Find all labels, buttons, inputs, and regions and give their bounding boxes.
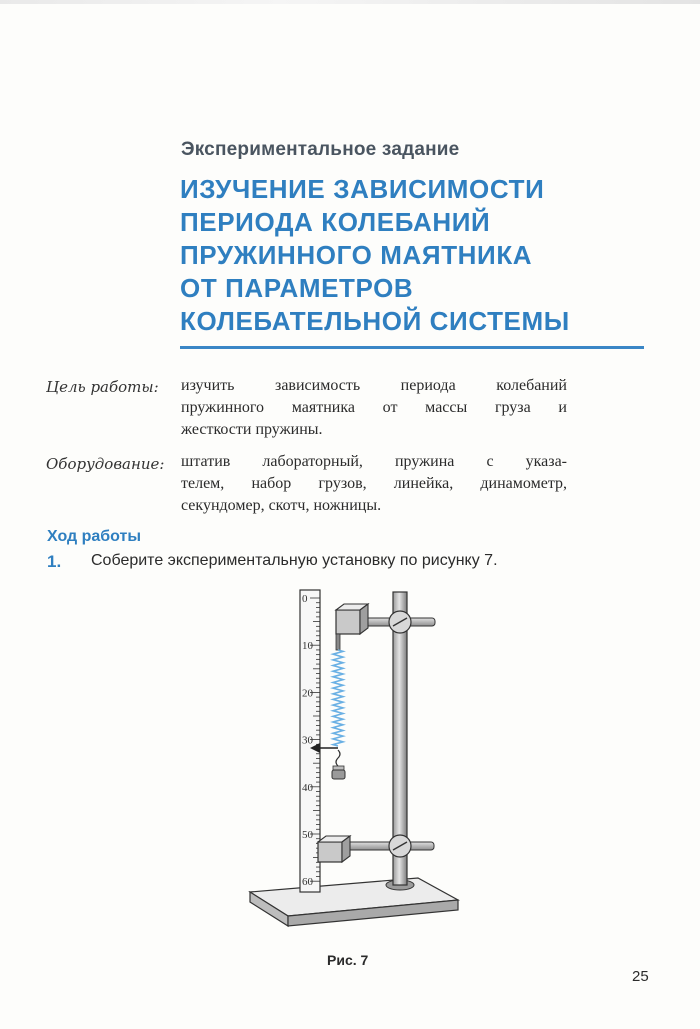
goal-label: Цель работы: xyxy=(46,378,159,396)
title-line: КОЛЕБАТЕЛЬНОЙ СИСТЕМЫ xyxy=(180,306,570,336)
title-line: ПРУЖИННОГО МАЯТНИКА xyxy=(180,240,533,270)
step-text: Соберите экспериментальную установку по рисунку 7. xyxy=(91,552,498,569)
title-line: ИЗУЧЕНИЕ ЗАВИСИМОСТИ xyxy=(180,174,545,204)
equipment-line: телем, набор грузов, линейка, динамометр, xyxy=(181,475,567,492)
procedure-heading: Ход работы xyxy=(47,528,142,545)
equipment-text xyxy=(181,451,567,517)
spring-pendulum-figure xyxy=(240,580,470,946)
stand-base xyxy=(250,878,458,926)
ruler-label: 40 xyxy=(302,781,313,794)
ruler-label: 60 xyxy=(302,876,313,889)
title-line: ПЕРИОДА КОЛЕБАНИЙ xyxy=(180,207,491,237)
lower-clamp xyxy=(318,835,434,862)
goal-line: жесткости пружины. xyxy=(181,421,323,438)
step-number: 1. xyxy=(47,552,62,571)
equipment-line: штатив лабораторный, пружина с указа- xyxy=(181,453,567,470)
page-number: 25 xyxy=(632,968,649,985)
page-title xyxy=(180,173,570,338)
goal-line: пружинного маятника от массы груза и xyxy=(181,399,567,416)
goal-text xyxy=(181,375,567,441)
spring-coil xyxy=(333,650,343,746)
ruler-label: 0 xyxy=(302,593,308,605)
goal-line: изучить зависимость периода колебаний xyxy=(181,377,567,394)
task-subheading: Экспериментальное задание xyxy=(181,139,460,160)
ruler-label: 50 xyxy=(302,829,313,841)
equipment-line: секундомер, скотч, ножницы. xyxy=(181,497,382,514)
spring xyxy=(333,634,343,746)
scan-top-edge xyxy=(0,0,700,4)
figure-caption: Рис. 7 xyxy=(327,952,369,968)
ruler xyxy=(300,590,320,892)
ruler-label: 20 xyxy=(302,687,313,700)
title-line: ОТ ПАРАМЕТРОВ xyxy=(180,273,414,303)
upper-clamp xyxy=(336,604,435,634)
ruler-label: 30 xyxy=(302,734,313,747)
title-underline xyxy=(180,346,644,349)
ruler-label: 10 xyxy=(302,640,313,653)
hanging-weight xyxy=(332,750,345,779)
equipment-label: Оборудование: xyxy=(46,455,165,473)
